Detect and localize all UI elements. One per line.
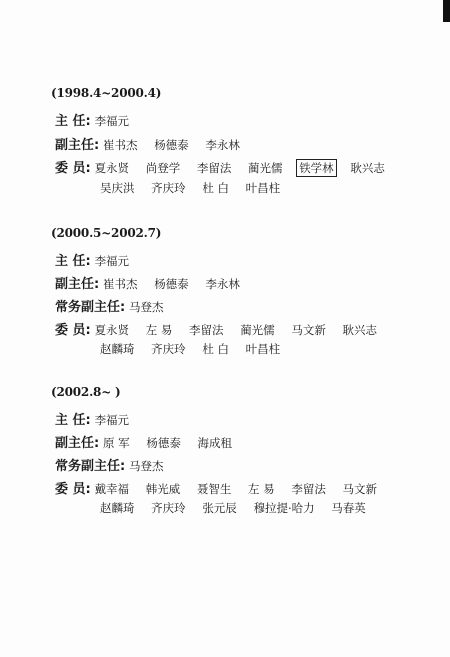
exec-label: 常务副主任: (55, 300, 126, 315)
chair-row-2 (55, 250, 129, 269)
member-name: 齐庆玲 (151, 181, 186, 195)
members-cont-2 (100, 341, 293, 357)
chair-label: 主 任: (55, 254, 91, 269)
period-heading-1: (1998.4~2000.4) (51, 86, 162, 100)
member-name: 杜 白 (202, 342, 229, 356)
member-name: 左 易 (145, 323, 173, 337)
chair-label: 主 任: (55, 114, 91, 129)
chair-row-3 (55, 409, 129, 428)
vice-label: 副主任: (55, 436, 100, 451)
members-row-1 (55, 157, 398, 177)
member-name: 蔺光儒 (240, 323, 275, 337)
members-row-2 (55, 319, 390, 338)
vice-row-2 (55, 273, 253, 292)
member-name: 齐庆玲 (151, 342, 186, 356)
exec-name: 马登杰 (129, 459, 164, 473)
member-name: 杜 白 (202, 181, 229, 195)
member-name: 戴幸福 (94, 482, 130, 496)
period-heading-2: (2000.5~2002.7) (51, 226, 162, 240)
member-name: 张元辰 (202, 501, 237, 515)
vice-name: 杨德泰 (154, 138, 189, 152)
vice-name: 崔书杰 (103, 138, 138, 152)
chair-label: 主 任: (55, 413, 91, 428)
member-name: 马文新 (342, 482, 377, 496)
period-heading-3: (2002.8~ ) (51, 385, 121, 399)
vice-name: 崔书杰 (103, 277, 138, 291)
member-name: 尚登学 (145, 161, 181, 175)
member-name: 耿兴志 (342, 323, 377, 337)
vice-name: 原 军 (103, 436, 130, 450)
members-label: 委 员: (55, 161, 91, 176)
member-name: 叶昌柱 (245, 342, 281, 356)
vice-name: 海成租 (197, 436, 232, 450)
chair-row-1 (55, 110, 129, 129)
member-name: 赵麟琦 (100, 501, 135, 515)
members-cont-3 (100, 500, 379, 516)
member-name: 马文新 (291, 323, 326, 337)
member-name: 李留法 (196, 161, 232, 175)
exec-name: 马登杰 (129, 300, 164, 314)
member-name: 穆拉提·哈力 (253, 501, 315, 515)
vice-name: 李永林 (205, 138, 240, 152)
member-name: 韩光威 (145, 482, 181, 496)
exec-row-2 (55, 296, 164, 315)
vice-row-1 (55, 134, 253, 153)
exec-row-3 (55, 455, 164, 474)
vice-name: 杨德泰 (154, 277, 189, 291)
member-name: 李留法 (291, 482, 326, 496)
vice-name: 杨德泰 (146, 436, 181, 450)
member-name: 夏永贤 (94, 161, 130, 175)
member-name-highlighted: 铁学林 (296, 159, 337, 177)
member-name: 齐庆玲 (151, 501, 186, 515)
chair-name: 李福元 (94, 114, 130, 128)
chair-name: 李福元 (94, 254, 130, 268)
members-row-3 (55, 478, 390, 497)
member-name: 聂智生 (196, 482, 232, 496)
members-label: 委 员: (55, 482, 91, 497)
members-label: 委 员: (55, 323, 91, 338)
member-name: 耿兴志 (350, 161, 385, 175)
member-name: 叶昌柱 (245, 181, 281, 195)
member-name: 李留法 (189, 323, 224, 337)
vice-label: 副主任: (55, 138, 100, 153)
member-name: 马春英 (331, 501, 366, 515)
member-name: 吴庆洪 (100, 181, 135, 195)
member-name: 赵麟琦 (100, 342, 135, 356)
exec-label: 常务副主任: (55, 459, 126, 474)
chair-name: 李福元 (94, 413, 130, 427)
member-name: 左 易 (248, 482, 275, 496)
vice-label: 副主任: (55, 277, 100, 292)
vice-name: 李永林 (205, 277, 240, 291)
scan-edge-mark (443, 0, 450, 22)
vice-row-3 (55, 432, 245, 451)
member-name: 夏永贤 (94, 323, 130, 337)
members-cont-1 (100, 180, 293, 196)
member-name: 蔺光儒 (248, 161, 283, 175)
